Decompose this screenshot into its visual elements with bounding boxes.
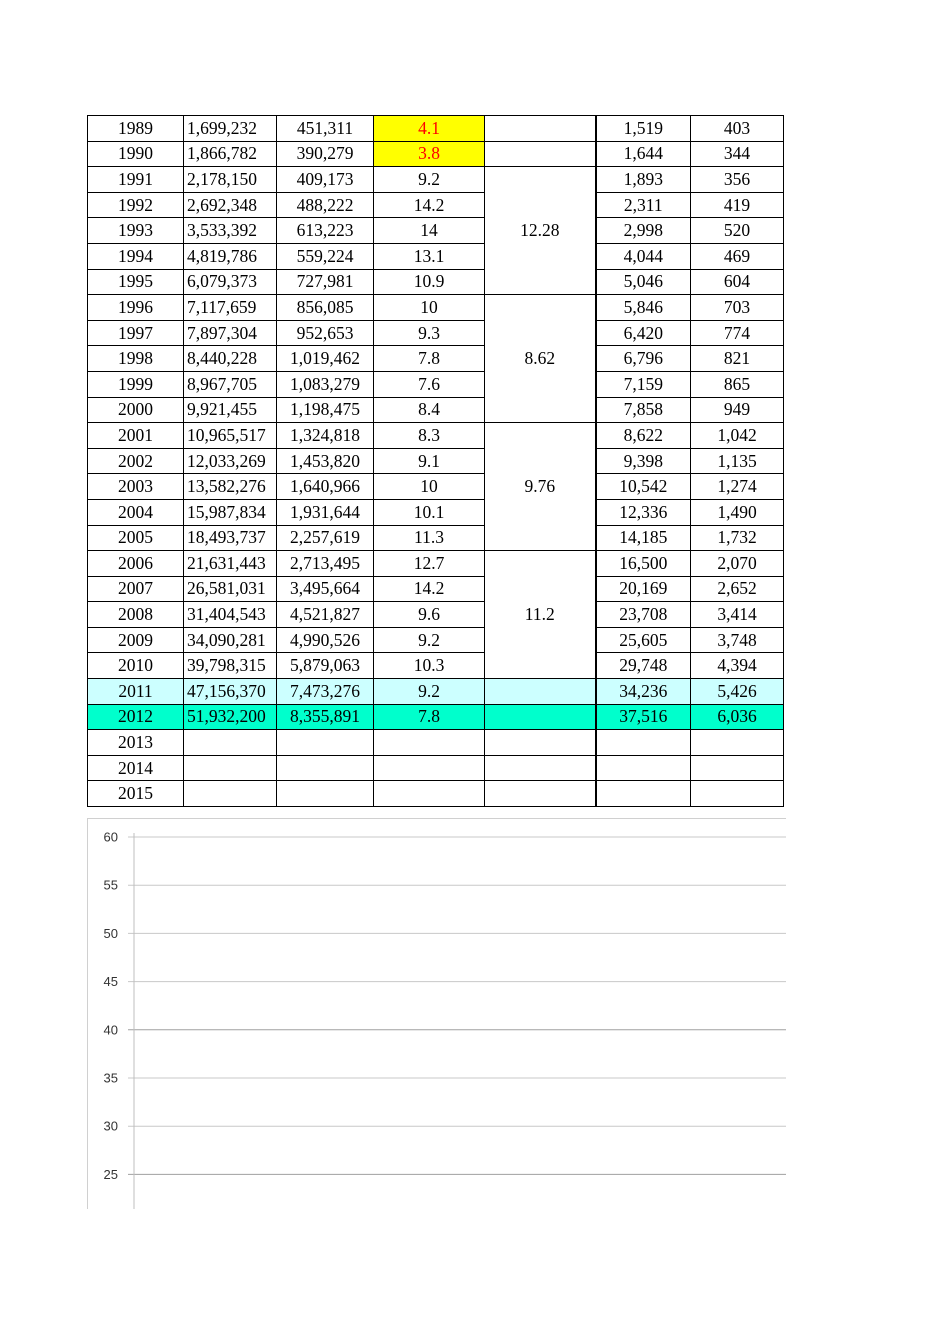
cell-period-average <box>485 755 596 781</box>
cell-year: 2015 <box>88 781 184 807</box>
table-row <box>88 295 784 321</box>
cell-gdp: 18,493,737 <box>184 525 277 551</box>
cell-growth-rate <box>374 781 485 807</box>
cell-second-value: 1,198,475 <box>277 397 374 423</box>
cell-second-value: 1,324,818 <box>277 423 374 449</box>
cell-per-capita-b: 2,652 <box>691 576 784 602</box>
cell-growth-rate: 10.3 <box>374 653 485 679</box>
cell-second-value: 2,257,619 <box>277 525 374 551</box>
cell-year: 1990 <box>88 141 184 167</box>
cell-per-capita-b: 774 <box>691 320 784 346</box>
cell-year: 1989 <box>88 116 184 142</box>
cell-second-value: 952,653 <box>277 320 374 346</box>
cell-growth-rate: 14.2 <box>374 192 485 218</box>
cell-gdp: 9,921,455 <box>184 397 277 423</box>
cell-second-value: 1,019,462 <box>277 346 374 372</box>
cell-per-capita-b: 865 <box>691 371 784 397</box>
table-row <box>88 346 784 372</box>
table-row <box>88 499 784 525</box>
cell-second-value: 409,173 <box>277 167 374 193</box>
cell-gdp: 31,404,543 <box>184 602 277 628</box>
table-row <box>88 474 784 500</box>
cell-year: 1999 <box>88 371 184 397</box>
cell-year: 1998 <box>88 346 184 372</box>
cell-gdp <box>184 755 277 781</box>
cell-year: 1992 <box>88 192 184 218</box>
cell-gdp: 2,692,348 <box>184 192 277 218</box>
cell-per-capita-a: 8,622 <box>596 423 691 449</box>
cell-second-value: 5,879,063 <box>277 653 374 679</box>
cell-second-value: 727,981 <box>277 269 374 295</box>
cell-year: 2005 <box>88 525 184 551</box>
cell-per-capita-a: 10,542 <box>596 474 691 500</box>
cell-per-capita-b: 3,414 <box>691 602 784 628</box>
table-row <box>88 576 784 602</box>
cell-year: 1995 <box>88 269 184 295</box>
cell-year: 2007 <box>88 576 184 602</box>
cell-growth-rate: 10 <box>374 295 485 321</box>
table-row <box>88 602 784 628</box>
table-body <box>88 116 784 807</box>
cell-growth-rate: 8.3 <box>374 423 485 449</box>
cell-per-capita-a: 23,708 <box>596 602 691 628</box>
cell-per-capita-b: 1,490 <box>691 499 784 525</box>
table-row <box>88 755 784 781</box>
cell-per-capita-b: 1,042 <box>691 423 784 449</box>
table-row <box>88 704 784 730</box>
cell-period-average: 12.28 <box>485 167 596 295</box>
y-tick-label: 40 <box>103 1022 118 1038</box>
cell-second-value: 7,473,276 <box>277 679 374 705</box>
table-row <box>88 627 784 653</box>
cell-per-capita-b: 6,036 <box>691 704 784 730</box>
cell-gdp: 2,178,150 <box>184 167 277 193</box>
cell-growth-rate: 14 <box>374 218 485 244</box>
cell-gdp: 10,965,517 <box>184 423 277 449</box>
y-tick-label: 45 <box>103 974 118 990</box>
cell-period-average: 8.62 <box>485 295 596 423</box>
table-row <box>88 167 784 193</box>
cell-per-capita-a: 12,336 <box>596 499 691 525</box>
cell-year: 2010 <box>88 653 184 679</box>
cell-second-value: 451,311 <box>277 116 374 142</box>
cell-period-average <box>485 679 596 705</box>
cell-gdp: 4,819,786 <box>184 243 277 269</box>
table-row <box>88 371 784 397</box>
cell-year: 2000 <box>88 397 184 423</box>
table-row <box>88 551 784 577</box>
table-row <box>88 116 784 142</box>
cell-gdp: 51,932,200 <box>184 704 277 730</box>
cell-per-capita-a: 16,500 <box>596 551 691 577</box>
cell-second-value: 2,713,495 <box>277 551 374 577</box>
y-tick-label: 55 <box>103 877 118 893</box>
y-tick-label: 35 <box>103 1070 118 1086</box>
cell-growth-rate: 9.3 <box>374 320 485 346</box>
cell-gdp: 7,897,304 <box>184 320 277 346</box>
cell-second-value <box>277 755 374 781</box>
cell-per-capita-a: 7,858 <box>596 397 691 423</box>
cell-period-average: 11.2 <box>485 551 596 679</box>
cell-year: 1994 <box>88 243 184 269</box>
cell-second-value: 559,224 <box>277 243 374 269</box>
y-tick-label: 30 <box>103 1118 118 1134</box>
cell-second-value <box>277 781 374 807</box>
cell-per-capita-a: 37,516 <box>596 704 691 730</box>
cell-gdp: 1,699,232 <box>184 116 277 142</box>
table-row <box>88 320 784 346</box>
cell-year: 2001 <box>88 423 184 449</box>
cell-per-capita-b: 1,274 <box>691 474 784 500</box>
cell-growth-rate: 11.3 <box>374 525 485 551</box>
table-row <box>88 679 784 705</box>
table-row <box>88 653 784 679</box>
cell-gdp: 39,798,315 <box>184 653 277 679</box>
cell-year: 2009 <box>88 627 184 653</box>
cell-growth-rate: 7.8 <box>374 704 485 730</box>
cell-per-capita-a: 7,159 <box>596 371 691 397</box>
cell-per-capita-b <box>691 781 784 807</box>
table-row <box>88 269 784 295</box>
table-row <box>88 781 784 807</box>
cell-second-value: 1,640,966 <box>277 474 374 500</box>
cell-per-capita-a: 5,046 <box>596 269 691 295</box>
cell-second-value: 1,083,279 <box>277 371 374 397</box>
cell-growth-rate: 7.8 <box>374 346 485 372</box>
cell-per-capita-a: 1,519 <box>596 116 691 142</box>
cell-per-capita-a: 34,236 <box>596 679 691 705</box>
cell-per-capita-b: 403 <box>691 116 784 142</box>
cell-period-average <box>485 781 596 807</box>
cell-year: 2013 <box>88 730 184 756</box>
cell-year: 2006 <box>88 551 184 577</box>
cell-per-capita-a: 1,644 <box>596 141 691 167</box>
cell-per-capita-b: 419 <box>691 192 784 218</box>
cell-year: 2014 <box>88 755 184 781</box>
cell-growth-rate: 8.4 <box>374 397 485 423</box>
table-row <box>88 218 784 244</box>
cell-year: 1993 <box>88 218 184 244</box>
cell-per-capita-a: 5,846 <box>596 295 691 321</box>
y-tick-label: 50 <box>103 925 118 941</box>
cell-year: 1997 <box>88 320 184 346</box>
cell-per-capita-b: 1,732 <box>691 525 784 551</box>
cell-second-value: 4,521,827 <box>277 602 374 628</box>
cell-year: 2002 <box>88 448 184 474</box>
cell-gdp: 12,033,269 <box>184 448 277 474</box>
cell-per-capita-a: 2,311 <box>596 192 691 218</box>
cell-growth-rate: 4.1 <box>374 116 485 142</box>
cell-second-value: 1,453,820 <box>277 448 374 474</box>
cell-year: 2008 <box>88 602 184 628</box>
cell-growth-rate: 9.2 <box>374 167 485 193</box>
cell-gdp: 7,117,659 <box>184 295 277 321</box>
cell-per-capita-b: 703 <box>691 295 784 321</box>
cell-year: 2004 <box>88 499 184 525</box>
cell-per-capita-a <box>596 730 691 756</box>
table-row <box>88 423 784 449</box>
cell-per-capita-b: 344 <box>691 141 784 167</box>
cell-per-capita-b: 520 <box>691 218 784 244</box>
cell-second-value: 8,355,891 <box>277 704 374 730</box>
table-row <box>88 397 784 423</box>
cell-second-value: 1,931,644 <box>277 499 374 525</box>
cell-growth-rate: 12.7 <box>374 551 485 577</box>
data-table <box>87 115 784 807</box>
cell-per-capita-a: 14,185 <box>596 525 691 551</box>
cell-period-average: 9.76 <box>485 423 596 551</box>
cell-year: 1991 <box>88 167 184 193</box>
cell-gdp <box>184 730 277 756</box>
cell-per-capita-b: 1,135 <box>691 448 784 474</box>
cell-growth-rate: 3.8 <box>374 141 485 167</box>
chart-area <box>87 818 786 1209</box>
cell-period-average <box>485 116 596 142</box>
cell-period-average <box>485 730 596 756</box>
cell-per-capita-a <box>596 781 691 807</box>
cell-growth-rate: 9.2 <box>374 679 485 705</box>
cell-per-capita-b <box>691 730 784 756</box>
cell-growth-rate: 13.1 <box>374 243 485 269</box>
cell-second-value: 4,990,526 <box>277 627 374 653</box>
table-row <box>88 243 784 269</box>
y-tick-label: 25 <box>103 1166 118 1182</box>
cell-year: 1996 <box>88 295 184 321</box>
cell-per-capita-a: 25,605 <box>596 627 691 653</box>
cell-per-capita-b: 3,748 <box>691 627 784 653</box>
cell-growth-rate: 10 <box>374 474 485 500</box>
cell-second-value: 3,495,664 <box>277 576 374 602</box>
cell-per-capita-b: 821 <box>691 346 784 372</box>
cell-per-capita-b: 2,070 <box>691 551 784 577</box>
cell-year: 2011 <box>88 679 184 705</box>
cell-growth-rate <box>374 755 485 781</box>
cell-per-capita-b: 4,394 <box>691 653 784 679</box>
table-row <box>88 730 784 756</box>
cell-per-capita-b: 604 <box>691 269 784 295</box>
cell-second-value: 856,085 <box>277 295 374 321</box>
cell-per-capita-a: 29,748 <box>596 653 691 679</box>
cell-growth-rate <box>374 730 485 756</box>
cell-growth-rate: 14.2 <box>374 576 485 602</box>
cell-per-capita-a: 6,796 <box>596 346 691 372</box>
cell-per-capita-b: 5,426 <box>691 679 784 705</box>
cell-per-capita-b: 469 <box>691 243 784 269</box>
cell-growth-rate: 10.1 <box>374 499 485 525</box>
cell-year: 2003 <box>88 474 184 500</box>
line-chart <box>88 819 786 1209</box>
cell-per-capita-b: 356 <box>691 167 784 193</box>
cell-per-capita-a: 6,420 <box>596 320 691 346</box>
cell-gdp: 8,440,228 <box>184 346 277 372</box>
cell-gdp: 15,987,834 <box>184 499 277 525</box>
cell-second-value: 488,222 <box>277 192 374 218</box>
cell-year: 2012 <box>88 704 184 730</box>
cell-gdp: 26,581,031 <box>184 576 277 602</box>
y-axis-ticks <box>104 830 118 1182</box>
cell-gdp: 47,156,370 <box>184 679 277 705</box>
cell-gdp: 34,090,281 <box>184 627 277 653</box>
chart-gridlines <box>128 837 786 1174</box>
cell-per-capita-a: 1,893 <box>596 167 691 193</box>
cell-growth-rate: 9.1 <box>374 448 485 474</box>
cell-gdp: 1,866,782 <box>184 141 277 167</box>
table-row <box>88 448 784 474</box>
cell-growth-rate: 9.6 <box>374 602 485 628</box>
cell-per-capita-a: 2,998 <box>596 218 691 244</box>
cell-gdp <box>184 781 277 807</box>
cell-per-capita-a: 20,169 <box>596 576 691 602</box>
cell-per-capita-b <box>691 755 784 781</box>
table-row <box>88 192 784 218</box>
table-row <box>88 141 784 167</box>
cell-gdp: 21,631,443 <box>184 551 277 577</box>
cell-gdp: 3,533,392 <box>184 218 277 244</box>
cell-gdp: 6,079,373 <box>184 269 277 295</box>
cell-second-value <box>277 730 374 756</box>
cell-per-capita-b: 949 <box>691 397 784 423</box>
cell-gdp: 13,582,276 <box>184 474 277 500</box>
cell-growth-rate: 7.6 <box>374 371 485 397</box>
y-tick-label: 60 <box>103 829 118 845</box>
cell-per-capita-a: 4,044 <box>596 243 691 269</box>
cell-second-value: 613,223 <box>277 218 374 244</box>
cell-growth-rate: 9.2 <box>374 627 485 653</box>
cell-gdp: 8,967,705 <box>184 371 277 397</box>
table-row <box>88 525 784 551</box>
cell-period-average <box>485 141 596 167</box>
cell-growth-rate: 10.9 <box>374 269 485 295</box>
cell-per-capita-a: 9,398 <box>596 448 691 474</box>
cell-second-value: 390,279 <box>277 141 374 167</box>
cell-per-capita-a <box>596 755 691 781</box>
cell-period-average <box>485 704 596 730</box>
